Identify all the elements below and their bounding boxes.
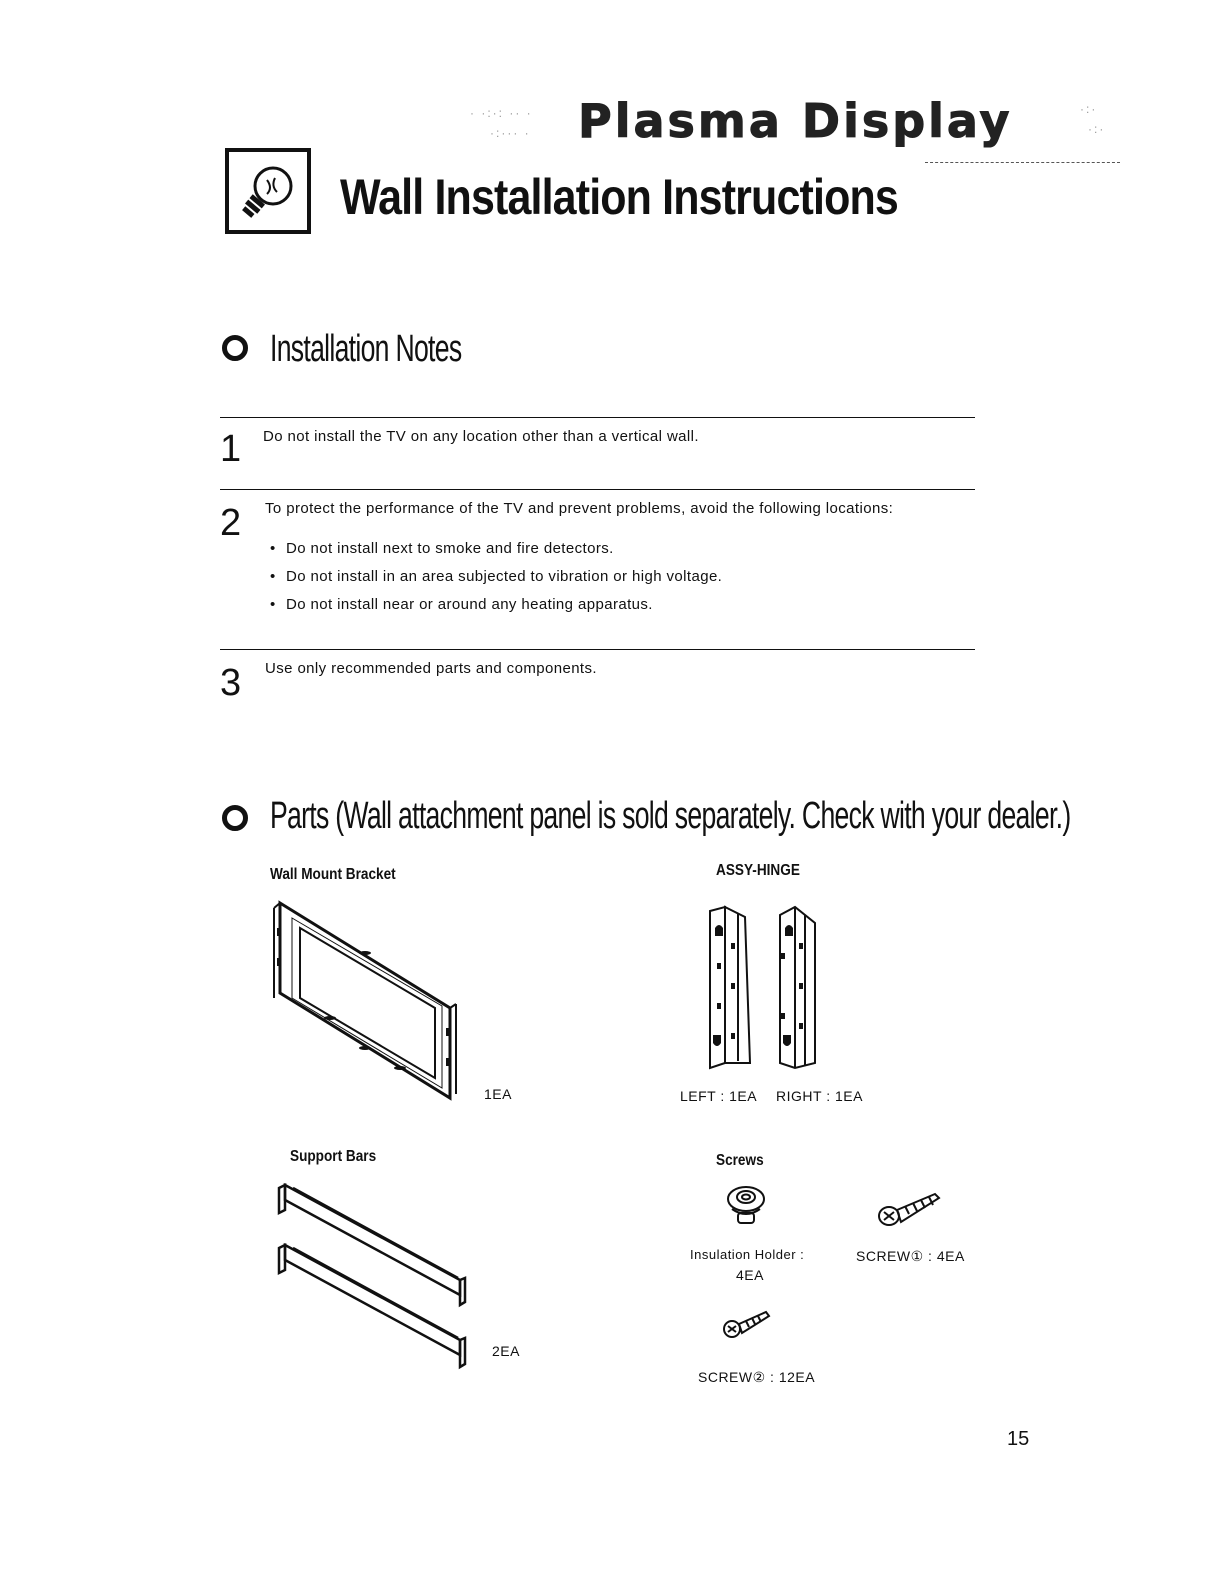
screw-1-icon — [875, 1188, 945, 1230]
brand-text: Plasma Display — [578, 94, 1013, 148]
list-item: • Do not install next to smoke and fire detectors. — [270, 540, 722, 568]
insulation-holder-icon — [722, 1185, 770, 1229]
section-bullet-icon — [222, 805, 248, 831]
page-title: Wall Installation Instructions — [340, 169, 898, 225]
insulation-holder-label: Insulation Holder : — [690, 1247, 805, 1262]
qty-screw-1: SCREW① : 4EA — [856, 1248, 965, 1264]
divider — [220, 417, 975, 418]
list-item: • Do not install in an area subjected to vibration or high voltage. — [270, 568, 722, 596]
divider — [220, 489, 975, 490]
part-label-wall-mount-bracket: Wall Mount Bracket — [270, 866, 396, 883]
brand-underline — [925, 162, 1120, 163]
qty-hinge-right: RIGHT : 1EA — [776, 1088, 863, 1104]
support-bars-illustration — [275, 1180, 475, 1375]
qty-hinge-left: LEFT : 1EA — [680, 1088, 758, 1104]
part-label-support-bars: Support Bars — [290, 1148, 377, 1165]
part-label-screws: Screws — [716, 1152, 764, 1169]
section-heading-parts: Parts (Wall attachment panel is sold separately. Check with your dealer.) — [270, 795, 1071, 837]
qty-screw-2: SCREW② : 12EA — [698, 1369, 816, 1385]
decorative-dots: ·:· — [1080, 102, 1098, 116]
divider — [220, 649, 975, 650]
screw-2-icon — [722, 1307, 772, 1341]
assy-hinge-illustration — [705, 903, 835, 1073]
section-bullet-icon — [222, 335, 248, 361]
qty-wall-mount-bracket: 1EA — [484, 1086, 512, 1102]
section-heading-installation-notes: Installation Notes — [270, 328, 462, 370]
lightbulb-icon — [225, 148, 311, 234]
page-number: 15 — [1007, 1428, 1030, 1450]
note-number: 1 — [220, 428, 242, 470]
wall-mount-bracket-illustration — [270, 898, 460, 1103]
note-text: Do not install the TV on any location other than a vertical wall. — [263, 428, 699, 445]
note-number: 2 — [220, 502, 242, 544]
part-label-assy-hinge: ASSY-HINGE — [716, 862, 800, 879]
qty-support-bars: 2EA — [492, 1343, 520, 1359]
note-text: To protect the performance of the TV and prevent problems, avoid the following locations: — [265, 500, 894, 517]
note-number: 3 — [220, 662, 242, 704]
decorative-dots: · ·:·: ·· · — [470, 106, 533, 120]
note-text: Use only recommended parts and components. — [265, 660, 597, 677]
list-item: • Do not install near or around any heating apparatus. — [270, 596, 722, 624]
decorative-dots: ·:· — [1088, 122, 1106, 136]
note-bullet-list — [270, 540, 722, 624]
decorative-dots: ·:··· · — [490, 126, 531, 140]
qty-insulation-holder: 4EA — [736, 1267, 764, 1283]
brand-logo — [470, 92, 1130, 172]
